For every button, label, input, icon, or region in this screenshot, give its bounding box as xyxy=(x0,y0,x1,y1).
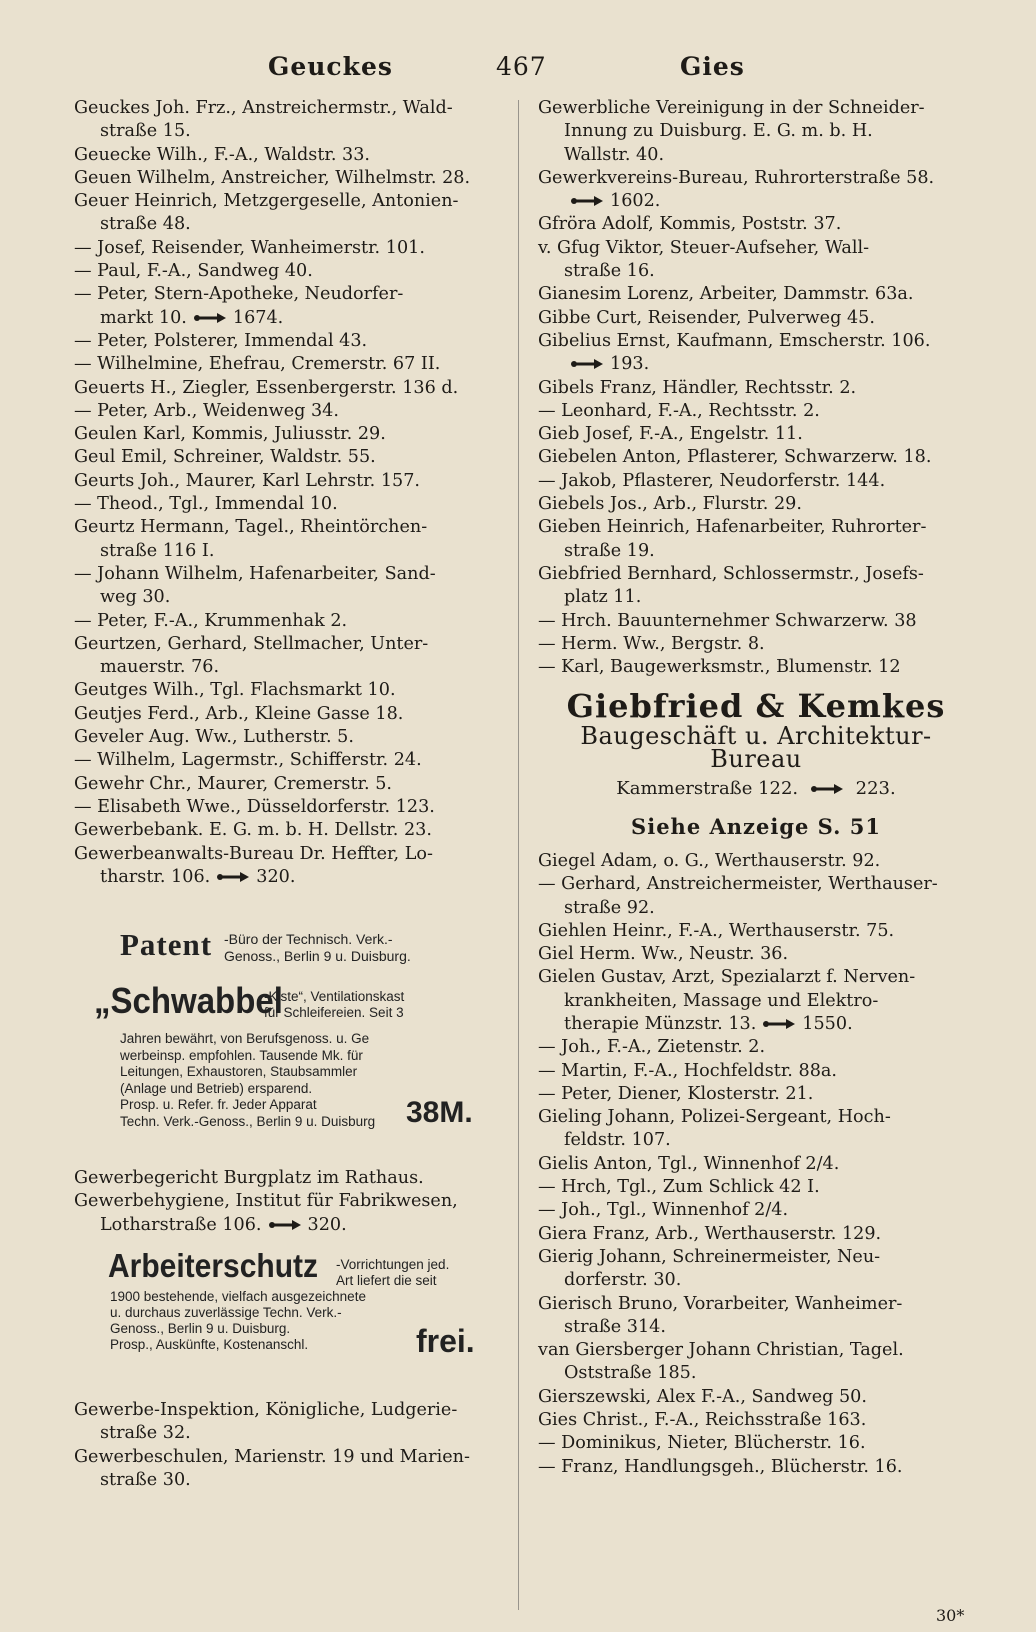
schwabbel-ad-title: „Schwabbel xyxy=(94,980,283,1021)
entry-text: straße 48. xyxy=(100,214,191,235)
directory-entry xyxy=(74,446,512,469)
directory-entry xyxy=(538,1432,974,1455)
arbeiterschutz-ad-frei: frei. xyxy=(416,1322,475,1359)
directory-entry xyxy=(538,633,974,656)
directory-entry xyxy=(538,1083,974,1106)
telephone-icon xyxy=(193,312,227,324)
entry-text: therapie Münzstr. 13. xyxy=(564,1013,757,1034)
arbeiterschutz-advertisement xyxy=(74,1248,512,1385)
entry-text: Gibels Franz, Händler, Rechtsstr. 2. xyxy=(538,377,857,398)
schwabbel-ad-line: für Schleifereien. Seit 3 xyxy=(264,1005,404,1021)
directory-entry xyxy=(538,1129,974,1152)
entry-text: — Johann Wilhelm, Hafenarbeiter, Sand- xyxy=(74,563,436,584)
directory-entry xyxy=(74,633,512,656)
entry-text: krankheiten, Massage und Elektro- xyxy=(564,990,879,1011)
entry-text: dorferstr. 30. xyxy=(564,1270,682,1291)
directory-entry xyxy=(74,656,512,679)
firm-subtitle: Baugeschäft u. Architektur-Bureau xyxy=(580,721,932,774)
entry-text: — Wilhelmine, Ehefrau, Cremerstr. 67 II. xyxy=(74,354,441,375)
directory-entry xyxy=(538,1246,974,1269)
entry-text: Gielen Gustav, Arzt, Spezialarzt f. Nerven- xyxy=(538,967,916,988)
directory-entry xyxy=(74,540,512,563)
directory-entry xyxy=(74,1422,512,1445)
directory-entry xyxy=(538,330,974,353)
entry-text: — Wilhelm, Lagermstr., Schifferstr. 24. xyxy=(74,750,422,771)
entry-text: Giebelen Anton, Pflasterer, Schwarzerw. 18. xyxy=(538,447,932,468)
entry-text: — Herm. Ww., Bergstr. 8. xyxy=(538,633,765,654)
directory-entry xyxy=(74,516,512,539)
entry-text: — Peter, Diener, Klosterstr. 21. xyxy=(538,1083,814,1104)
entry-text: Giehlen Heinr., F.-A., Werthauserstr. 75. xyxy=(538,920,895,941)
directory-entry xyxy=(74,353,512,376)
patent-ad-line: Genoss., Berlin 9 u. Duisburg. xyxy=(224,948,411,965)
directory-entry xyxy=(538,144,974,167)
telephone-icon xyxy=(810,783,844,795)
entry-text: tharstr. 106. xyxy=(100,866,211,887)
entry-text: Gibelius Ernst, Kaufmann, Emscherstr. 106. xyxy=(538,330,931,351)
directory-entry xyxy=(538,97,974,120)
directory-entry xyxy=(538,990,974,1013)
directory-entry xyxy=(538,283,974,306)
entry-text: — Hrch, Tgl., Zum Schlick 42 I. xyxy=(538,1177,820,1198)
entry-text: Geuen Wilhelm, Anstreicher, Wilhelmstr. 28. xyxy=(74,167,471,188)
directory-entry xyxy=(538,1176,974,1199)
entry-text: Gewerbehygiene, Institut für Fabrikwesen, xyxy=(74,1191,458,1212)
entry-text: Gierisch Bruno, Vorarbeiter, Wanheimer- xyxy=(538,1293,903,1314)
entry-text: straße 15. xyxy=(100,121,191,142)
entry-text: platz 11. xyxy=(564,587,642,608)
ad-line: Jahren bewährt, von Berufsgenoss. u. Ge xyxy=(120,1031,370,1047)
ad-line: (Anlage und Betrieb) ersparend. xyxy=(120,1080,313,1096)
patent-ad-line: -Büro der Technisch. Verk.- xyxy=(224,931,393,948)
entry-text: Giebels Jos., Arb., Flurstr. 29. xyxy=(538,494,802,515)
entry-text: Gewerkvereins-Bureau, Ruhrorterstraße 58. xyxy=(538,167,935,188)
directory-entry xyxy=(74,1469,512,1492)
directory-entry xyxy=(538,167,974,190)
entry-text: Geulen Karl, Kommis, Juliusstr. 29. xyxy=(74,424,386,445)
firm-name: Giebfried & Kemkes xyxy=(566,687,946,726)
patent-ad-title: Patent xyxy=(120,927,213,963)
entry-text: Gierig Johann, Schreinermeister, Neu- xyxy=(538,1246,881,1267)
entry-text: straße 32. xyxy=(100,1423,191,1444)
directory-entry xyxy=(538,1293,974,1316)
directory-entry xyxy=(74,726,512,749)
directory-entry xyxy=(538,190,974,213)
directory-entry xyxy=(74,749,512,772)
entry-text: Gewerbliche Vereinigung in der Schneider- xyxy=(538,98,925,118)
telephone-icon xyxy=(216,871,250,883)
directory-entry xyxy=(74,260,512,283)
entry-text: Geurtzen, Gerhard, Stellmacher, Unter- xyxy=(74,633,429,654)
left-entry-list xyxy=(74,97,512,889)
running-head-right: Gies xyxy=(680,52,745,81)
entry-text: — Peter, Stern-Apotheke, Neudorfer- xyxy=(74,284,404,305)
directory-entry xyxy=(538,1269,974,1292)
entry-text: — Paul, F.-A., Sandweg 40. xyxy=(74,261,313,282)
directory-entry xyxy=(74,1214,512,1237)
directory-entry xyxy=(74,97,512,120)
entry-text: markt 10. xyxy=(100,307,187,328)
entry-text: Gewerbebank. E. G. m. b. H. Dellstr. 23. xyxy=(74,820,432,841)
giebfried-kemkes-advertisement xyxy=(538,687,974,839)
entry-text: straße 30. xyxy=(100,1469,191,1490)
directory-entry xyxy=(538,943,974,966)
entry-text: Lotharstraße 106. xyxy=(100,1214,262,1235)
entry-text: Geul Emil, Schreiner, Waldstr. 55. xyxy=(74,447,376,468)
entry-text: — Dominikus, Nieter, Blücherstr. 16. xyxy=(538,1433,866,1454)
directory-entry xyxy=(74,563,512,586)
directory-entry xyxy=(538,1106,974,1129)
phone-number: 1602. xyxy=(610,191,661,212)
directory-entry xyxy=(74,423,512,446)
ad-line: werbeinsp. empfohlen. Tausende Mk. für xyxy=(120,1047,363,1063)
entry-text: v. Gfug Viktor, Steuer-Aufseher, Wall- xyxy=(538,237,870,258)
arbeiterschutz-ad-line: -Vorrichtungen jed. xyxy=(336,1256,450,1272)
entry-text: Geurts Joh., Maurer, Karl Lehrstr. 157. xyxy=(74,470,421,491)
directory-entry xyxy=(538,307,974,330)
telephone-icon xyxy=(570,358,604,370)
entry-text: straße 16. xyxy=(564,261,655,282)
directory-entry xyxy=(74,213,512,236)
directory-entry xyxy=(538,897,974,920)
left-entry-list xyxy=(74,1167,512,1237)
directory-entry xyxy=(538,966,974,989)
directory-entry xyxy=(74,819,512,842)
ad-line: Art liefert die seit xyxy=(336,1272,437,1288)
directory-entry xyxy=(538,470,974,493)
directory-entry xyxy=(74,190,512,213)
directory-entry xyxy=(74,843,512,866)
entry-text: Geutges Wilh., Tgl. Flachsmarkt 10. xyxy=(74,680,396,701)
page-number: 467 xyxy=(496,52,547,81)
entry-text: Geuecke Wilh., F.-A., Waldstr. 33. xyxy=(74,144,371,165)
telephone-icon xyxy=(268,1219,302,1231)
ad-line: Prosp. u. Refer. fr. Jeder Apparat xyxy=(120,1097,317,1113)
entry-text: Innung zu Duisburg. E. G. m. b. H. xyxy=(564,121,873,142)
entry-text: — Jakob, Pflasterer, Neudorferstr. 144. xyxy=(538,470,886,491)
directory-entry xyxy=(538,1036,974,1059)
directory-entry xyxy=(538,1316,974,1339)
entry-text: Gieben Heinrich, Hafenarbeiter, Ruhrorter- xyxy=(538,517,927,538)
directory-entry xyxy=(538,1409,974,1432)
directory-entry xyxy=(74,586,512,609)
entry-text: — Elisabeth Wwe., Düsseldorferstr. 123. xyxy=(74,796,435,817)
directory-entry xyxy=(74,493,512,516)
directory-entry xyxy=(74,1167,512,1190)
ad-line: Techn. Verk.-Genoss., Berlin 9 u. Duisburg xyxy=(120,1113,376,1129)
firm-address xyxy=(538,777,974,800)
phone-number: 1550. xyxy=(802,1013,853,1034)
directory-entry xyxy=(538,540,974,563)
entry-text: Gewerbeschulen, Marienstr. 19 und Marien- xyxy=(74,1446,470,1467)
phone-number: 320. xyxy=(256,866,296,887)
directory-entry xyxy=(74,307,512,330)
patent-advertisement xyxy=(74,927,512,975)
entry-text: straße 92. xyxy=(564,897,655,918)
entry-text: Geuerts H., Ziegler, Essenbergerstr. 136 d. xyxy=(74,377,459,398)
entry-text: Giel Herm. Ww., Neustr. 36. xyxy=(538,944,789,965)
entry-text: — Karl, Baugewerksmstr., Blumenstr. 12 xyxy=(538,657,901,678)
directory-entry xyxy=(538,237,974,260)
directory-entry xyxy=(74,283,512,306)
firm-street: Kammerstraße 122. xyxy=(616,778,799,800)
entry-text: Gieb Josef, F.-A., Engelstr. 11. xyxy=(538,424,803,445)
directory-entry xyxy=(74,1190,512,1213)
directory-entry xyxy=(538,260,974,283)
phone-number: 320. xyxy=(307,1214,347,1235)
entry-text: Gies Christ., F.-A., Reichsstraße 163. xyxy=(538,1410,867,1431)
directory-entry xyxy=(538,656,974,679)
arbeiterschutz-ad-title: Arbeiterschutz xyxy=(108,1248,319,1285)
right-column xyxy=(538,97,974,1479)
entry-text: Wallstr. 40. xyxy=(564,144,665,165)
left-entry-list xyxy=(74,1399,512,1492)
entry-text: — Joh., F.-A., Zietenstr. 2. xyxy=(538,1037,766,1058)
entry-text: Gibbe Curt, Reisender, Pulverweg 45. xyxy=(538,307,875,328)
directory-entry xyxy=(74,866,512,889)
directory-entry xyxy=(74,237,512,260)
directory-entry xyxy=(74,470,512,493)
directory-entry xyxy=(538,446,974,469)
directory-entry xyxy=(538,1199,974,1222)
ad-line: Leitungen, Exhaustoren, Staubsammler xyxy=(120,1064,358,1080)
directory-entry xyxy=(74,610,512,633)
entry-text: Giegel Adam, o. G., Werthauserstr. 92. xyxy=(538,850,881,871)
entry-text: — Franz, Handlungsgeh., Blücherstr. 16. xyxy=(538,1456,903,1477)
ad-line: Prosp., Auskünfte, Kostenanschl. xyxy=(110,1336,309,1352)
entry-text: — Peter, F.-A., Krummenhak 2. xyxy=(74,610,348,631)
entry-text: straße 19. xyxy=(564,540,655,561)
directory-entry xyxy=(538,1339,974,1362)
entry-text: mauerstr. 76. xyxy=(100,657,220,678)
entry-text: Gewerbeanwalts-Bureau Dr. Heffter, Lo- xyxy=(74,843,433,864)
directory-entry xyxy=(538,400,974,423)
entry-text: — Theod., Tgl., Immendal 10. xyxy=(74,494,338,515)
directory-entry xyxy=(538,423,974,446)
entry-text: — Hrch. Bauunternehmer Schwarzerw. 38 xyxy=(538,610,917,631)
entry-text: van Giersberger Johann Christian, Tagel. xyxy=(538,1340,904,1361)
entry-text: Gieling Johann, Polizei-Sergeant, Hoch- xyxy=(538,1107,891,1128)
directory-entry xyxy=(538,873,974,896)
firm-see-reference: Siehe Anzeige S. 51 xyxy=(631,813,881,839)
phone-number: 193. xyxy=(610,354,650,375)
directory-entry xyxy=(538,610,974,633)
entry-text: Geutjes Ferd., Arb., Kleine Gasse 18. xyxy=(74,703,404,724)
entry-text: Gielis Anton, Tgl., Winnenhof 2/4. xyxy=(538,1153,840,1174)
entry-text: feldstr. 107. xyxy=(564,1130,671,1151)
entry-text: — Joh., Tgl., Winnenhof 2/4. xyxy=(538,1200,789,1221)
entry-text: — Leonhard, F.-A., Rechtsstr. 2. xyxy=(538,400,820,421)
directory-entry xyxy=(74,1399,512,1422)
directory-entry xyxy=(538,213,974,236)
directory-entry xyxy=(74,703,512,726)
entry-text: Geurtz Hermann, Tagel., Rheintörchen- xyxy=(74,517,428,538)
directory-entry xyxy=(538,1362,974,1385)
schwabbel-advertisement xyxy=(74,980,512,1149)
directory-entry xyxy=(538,493,974,516)
directory-entry xyxy=(74,679,512,702)
directory-entry xyxy=(538,1223,974,1246)
telephone-icon xyxy=(570,195,604,207)
entry-text: weg 30. xyxy=(100,587,171,608)
directory-entry xyxy=(74,400,512,423)
directory-entry xyxy=(74,796,512,819)
directory-entry xyxy=(538,1060,974,1083)
entry-text: — Peter, Arb., Weidenweg 34. xyxy=(74,400,339,421)
column-divider xyxy=(518,100,519,1610)
entry-text: Geveler Aug. Ww., Lutherstr. 5. xyxy=(74,727,354,748)
entry-text: Giera Franz, Arb., Werthauserstr. 129. xyxy=(538,1223,882,1244)
entry-text: Gierszewski, Alex F.-A., Sandweg 50. xyxy=(538,1386,867,1407)
telephone-icon xyxy=(762,1018,796,1030)
entry-text: Oststraße 185. xyxy=(564,1363,697,1384)
entry-text: Geuer Heinrich, Metzgergeselle, Antonien- xyxy=(74,191,459,212)
directory-entry xyxy=(538,586,974,609)
ad-line: 1900 bestehende, vielfach ausgezeichnete xyxy=(110,1288,366,1304)
entry-text: — Josef, Reisender, Wanheimerstr. 101. xyxy=(74,237,425,258)
directory-entry xyxy=(74,1446,512,1469)
entry-text: — Peter, Polsterer, Immendal 43. xyxy=(74,330,368,351)
directory-entry xyxy=(538,1013,974,1036)
signature-mark: 30* xyxy=(936,1606,965,1625)
left-column xyxy=(74,97,512,1492)
directory-entry xyxy=(538,353,974,376)
running-head-left: Geuckes xyxy=(268,52,393,81)
entry-text: Gfröra Adolf, Kommis, Poststr. 37. xyxy=(538,214,842,235)
entry-text: Geuckes Joh. Frz., Anstreichermstr., Wald- xyxy=(74,98,453,118)
phone-number: 1674. xyxy=(232,307,284,328)
ad-line: u. durchaus zuverlässige Techn. Verk.- xyxy=(110,1304,342,1320)
entry-text: Gewehr Chr., Maurer, Cremerstr. 5. xyxy=(74,773,392,794)
schwabbel-ad-line: -Kiste“, Ventilationskast xyxy=(264,989,405,1005)
directory-entry xyxy=(74,773,512,796)
entry-text: Gewerbegericht Burgplatz im Rathaus. xyxy=(74,1168,424,1189)
entry-text: straße 116 I. xyxy=(100,540,215,561)
directory-entry xyxy=(538,120,974,143)
directory-entry xyxy=(74,167,512,190)
entry-text: Giebfried Bernhard, Schlossermstr., Josefs- xyxy=(538,563,924,584)
directory-entry xyxy=(74,330,512,353)
entry-text: straße 314. xyxy=(564,1316,666,1337)
directory-entry xyxy=(538,920,974,943)
entry-text: Gianesim Lorenz, Arbeiter, Dammstr. 63a. xyxy=(538,284,914,305)
directory-entry xyxy=(538,563,974,586)
right-entry-list xyxy=(538,97,974,679)
directory-entry xyxy=(538,850,974,873)
firm-phone: 223. xyxy=(855,778,896,800)
directory-entry xyxy=(538,1386,974,1409)
directory-entry xyxy=(538,1153,974,1176)
directory-entry xyxy=(538,516,974,539)
directory-entry xyxy=(74,377,512,400)
right-entry-list xyxy=(538,850,974,1479)
directory-entry xyxy=(538,377,974,400)
directory-entry xyxy=(538,1456,974,1479)
schwabbel-ad-price: 38M. xyxy=(406,1096,473,1130)
entry-text: — Gerhard, Anstreichermeister, Werthauser- xyxy=(538,874,938,895)
entry-text: Gewerbe-Inspektion, Königliche, Ludgerie- xyxy=(74,1399,458,1420)
directory-entry xyxy=(74,120,512,143)
entry-text: — Martin, F.-A., Hochfeldstr. 88a. xyxy=(538,1060,837,1081)
ad-line: Genoss., Berlin 9 u. Duisburg. xyxy=(110,1320,291,1336)
directory-entry xyxy=(74,144,512,167)
